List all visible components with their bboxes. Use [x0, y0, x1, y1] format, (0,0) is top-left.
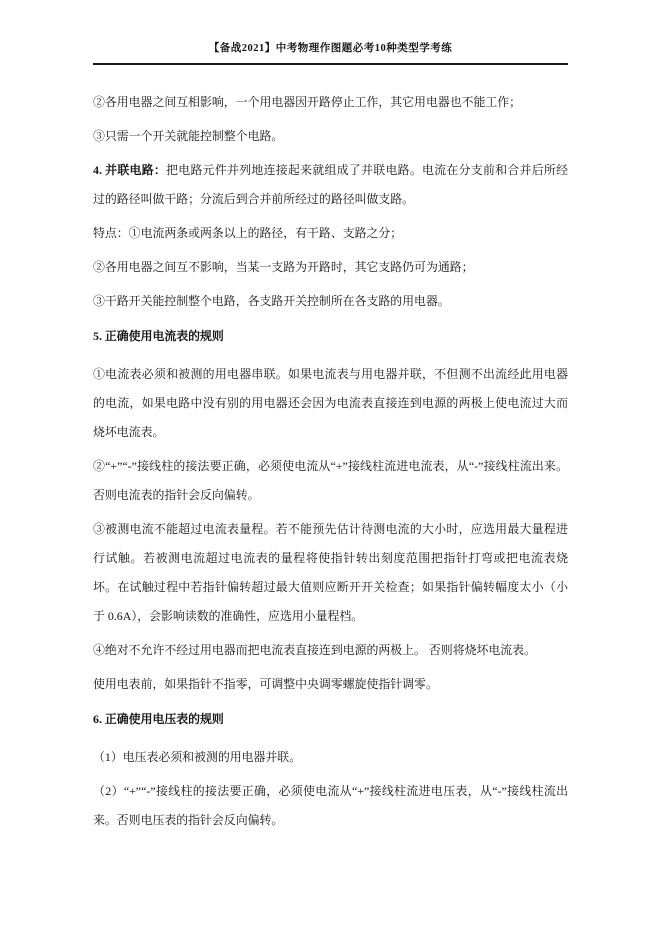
- paragraph: ③干路开关能控制整个电路，各支路开关控制所在各支路的用电器。: [93, 294, 450, 308]
- page-header: [93, 0, 568, 65]
- paragraph: ④绝对不允许不经过用电器而把电流表直接连到电源的两极上。 否则将烧坏电流表。: [93, 643, 536, 657]
- paragraph: ②各用电器之间互相影响，一个用电器因开路停止工作，其它用电器也不能工作；: [93, 95, 522, 109]
- document-body: [93, 88, 568, 840]
- paragraph: （1）电压表必须和被测的用电器并联。: [93, 750, 302, 764]
- paragraph: ③只需一个开关就能控制整个电路。: [93, 129, 284, 143]
- paragraph: ①电流表必须和被测的用电器串联。如果电流表与用电器并联，不但测不出流经此用电器的电流，如果电路中没有别的用电器还会因为电流表直接连到电源的两极上使电流过大而烧坏电流表。: [93, 367, 568, 439]
- section-heading: 5. 正确使用电流表的规则: [93, 329, 224, 343]
- paragraph: ②“+”“-”接线柱的接法要正确，必须使电流从“+”接线柱流进电流表，从“-”接线柱流出来。否则电流表的指针会反向偏转。: [93, 459, 568, 502]
- page-header-title: 【备战2021】中考物理作图题必考10种类型学考练: [208, 43, 453, 54]
- paragraph: 4. 并联电路：把电路元件并列地连接起来就组成了并联电路。电流在分支前和合并后所经过的路径叫做干路；分流后到合并前所经过的路径叫做支路。: [93, 163, 568, 206]
- paragraph: （2）“+”“-”接线柱的接法要正确，必须使电流从“+”接线柱流进电压表，从“-”接线柱流出来。否则电压表的指针会反向偏转。: [93, 784, 568, 827]
- section-heading: 6. 正确使用电压表的规则: [93, 712, 224, 726]
- paragraph: ③被测电流不能超过电流表量程。若不能预先估计待测电流的大小时，应选用最大量程进行试触。若被测电流超过电流表的量程将使指针转出刻度范围把指针打弯或把电流表烧坏。在试触过程中若指针偏转超过最大值则应断开开关检查；如果指针偏转幅度太小（小于 0.6A），会影响读数的准确性，应选用小量程档。: [93, 522, 568, 623]
- paragraph: 使用电表前，如果指针不指零，可调整中央调零螺旋使指针调零。: [93, 677, 438, 691]
- paragraph: 特点：①电流两条或两条以上的路径，有干路、支路之分；: [93, 226, 403, 240]
- paragraph: ②各用电器之间互不影响，当某一支路为开路时，其它支路仍可为通路；: [93, 260, 474, 274]
- bold-term: 4. 并联电路：: [93, 163, 167, 177]
